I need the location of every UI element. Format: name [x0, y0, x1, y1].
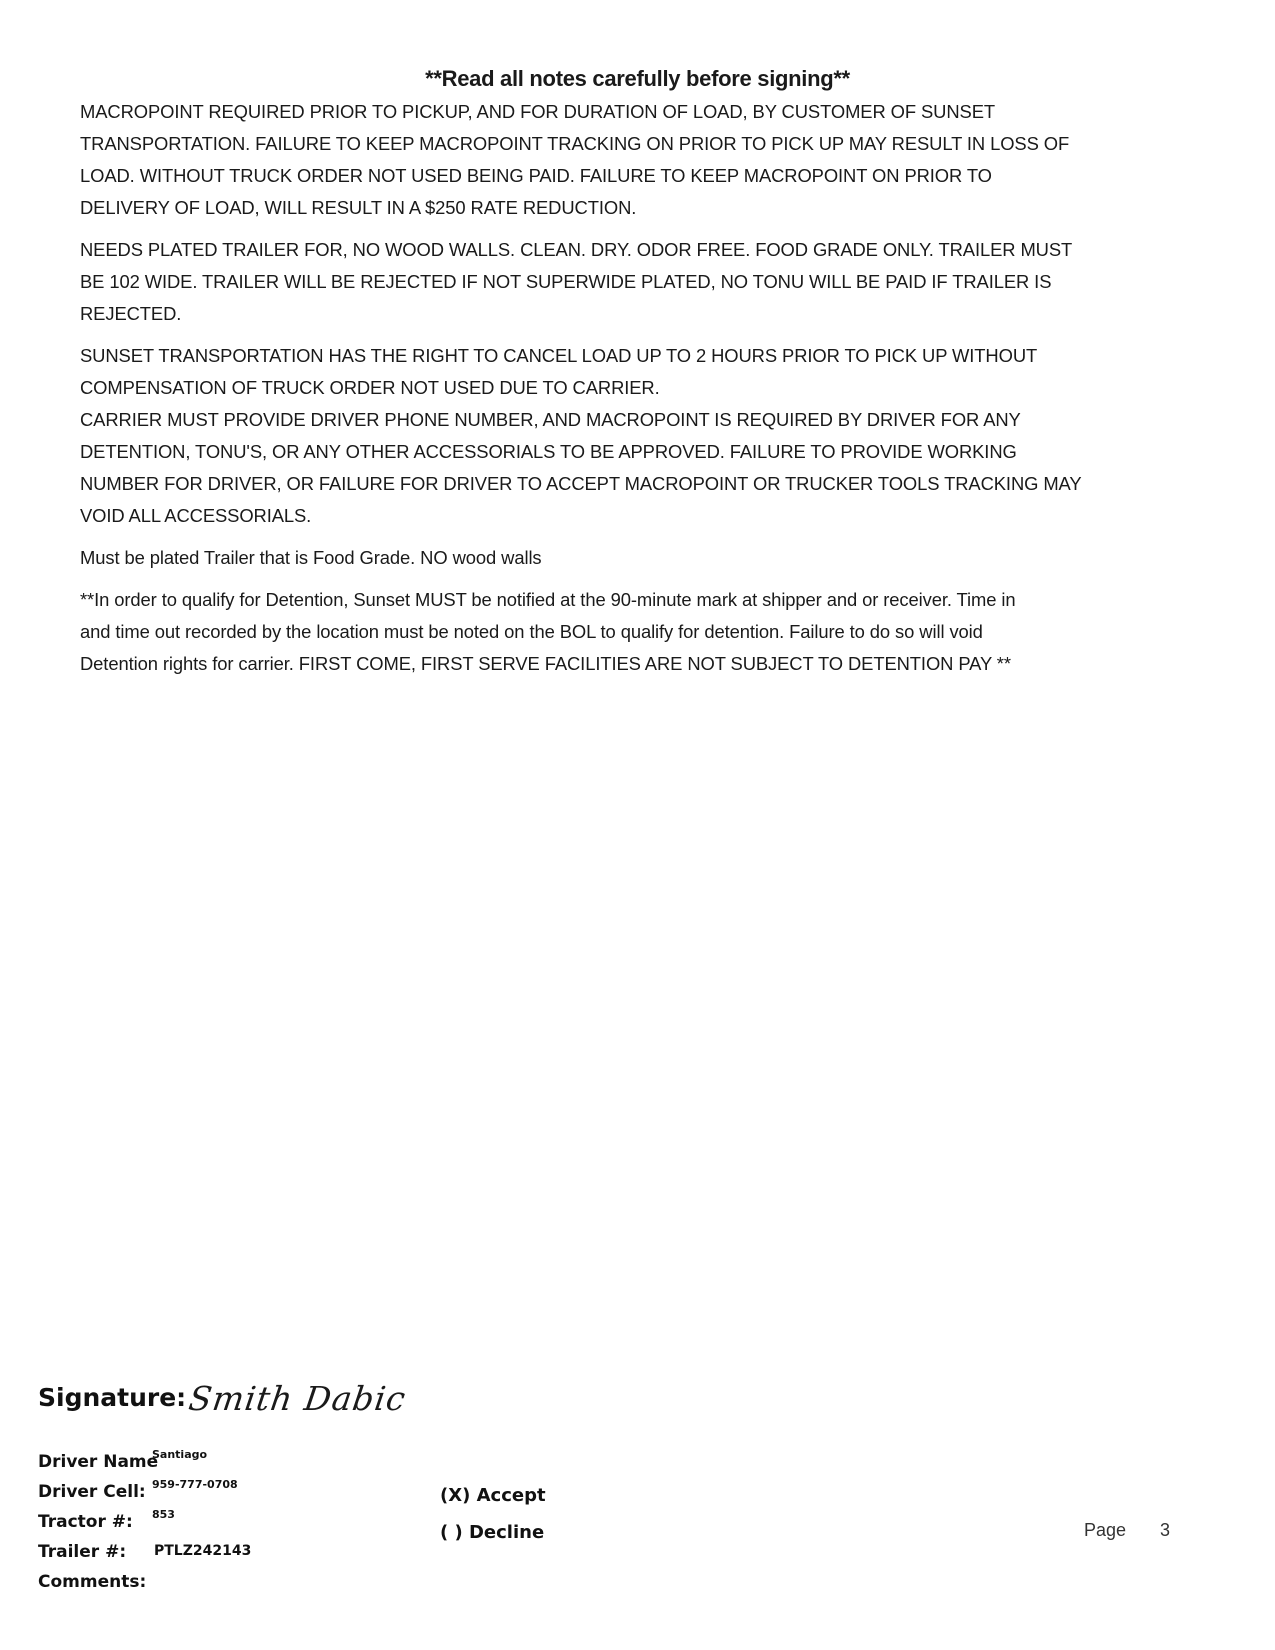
decline-option: ( ) Decline: [440, 1522, 545, 1543]
note-line: MACROPOINT REQUIRED PRIOR TO PICKUP, AND FOR DURATION OF LOAD, BY CUSTOMER OF SUNSET: [80, 101, 996, 122]
note-cancellation: [80, 340, 1210, 532]
note-line: VOID ALL ACCESSORIALS.: [80, 505, 312, 526]
trailer-value: PTLZ242143: [154, 1543, 252, 1559]
note-detention: [80, 584, 1210, 680]
driver-cell-value: 959-777-0708: [152, 1478, 238, 1491]
signature-value: Smith Dabic: [186, 1379, 409, 1418]
signature-block: [38, 1373, 409, 1418]
notes-heading: **Read all notes carefully before signing**: [425, 66, 850, 91]
note-line: CARRIER MUST PROVIDE DRIVER PHONE NUMBER, AND MACROPOINT IS REQUIRED BY DRIVER FOR ANY: [80, 409, 1021, 430]
note-line: LOAD. WITHOUT TRUCK ORDER NOT USED BEING PAID. FAILURE TO KEEP MACROPOINT ON PRIOR TO: [80, 165, 992, 186]
page-label: Page: [1084, 1520, 1127, 1540]
trailer-label: Trailer #:: [38, 1542, 127, 1562]
note-trailer-requirements: [80, 234, 1210, 330]
note-line: NEEDS PLATED TRAILER FOR, NO WOOD WALLS. CLEAN. DRY. ODOR FREE. FOOD GRADE ONLY. TRAILER MUST: [80, 239, 1073, 260]
note-line: Must be plated Trailer that is Food Grade. NO wood walls: [80, 547, 542, 568]
note-line: Detention rights for carrier. FIRST COME, FIRST SERVE FACILITIES ARE NOT SUBJECT TO DETENTION PAY **: [80, 653, 1011, 674]
page-number-value: 3: [1160, 1520, 1171, 1540]
note-line: BE 102 WIDE. TRAILER WILL BE REJECTED IF NOT SUPERWIDE PLATED, NO TONU WILL BE PAID IF TRAILER IS: [80, 271, 1052, 292]
note-line: NUMBER FOR DRIVER, OR FAILURE FOR DRIVER TO ACCEPT MACROPOINT OR TRUCKER TOOLS TRACKING MAY: [80, 473, 1082, 494]
driver-cell-label: Driver Cell:: [38, 1482, 146, 1502]
note-line: DELIVERY OF LOAD, WILL RESULT IN A $250 RATE REDUCTION.: [80, 197, 637, 218]
note-line: DETENTION, TONU'S, OR ANY OTHER ACCESSORIALS TO BE APPROVED. FAILURE TO PROVIDE WORKING: [80, 441, 1017, 462]
note-macropoint: [80, 96, 1210, 224]
note-food-grade: [80, 542, 1210, 574]
accept-option: (X) Accept: [440, 1485, 546, 1506]
signature-label: Signature:: [38, 1383, 187, 1412]
driver-name-label: Driver Name: [38, 1452, 159, 1472]
driver-name-value: Santiago: [152, 1448, 208, 1461]
page-number: [1084, 1520, 1170, 1541]
tractor-label: Tractor #:: [38, 1512, 133, 1532]
note-line: TRANSPORTATION. FAILURE TO KEEP MACROPOINT TRACKING ON PRIOR TO PICK UP MAY RESULT IN LOSS OF: [80, 133, 1070, 154]
note-line: and time out recorded by the location must be noted on the BOL to qualify for detention. Failure to do so will void: [80, 621, 983, 642]
note-line: SUNSET TRANSPORTATION HAS THE RIGHT TO CANCEL LOAD UP TO 2 HOURS PRIOR TO PICK UP WITHOUT: [80, 345, 1038, 366]
tractor-value: 853: [152, 1508, 175, 1521]
comments-label: Comments:: [38, 1572, 147, 1592]
note-line: REJECTED.: [80, 303, 182, 324]
accept-decline: [440, 1485, 546, 1559]
notes-section: [80, 96, 1210, 680]
note-line: COMPENSATION OF TRUCK ORDER NOT USED DUE TO CARRIER.: [80, 377, 660, 398]
note-line: **In order to qualify for Detention, Sunset MUST be notified at the 90-minute mark at shipper and or receiver. Time in: [80, 589, 1016, 610]
